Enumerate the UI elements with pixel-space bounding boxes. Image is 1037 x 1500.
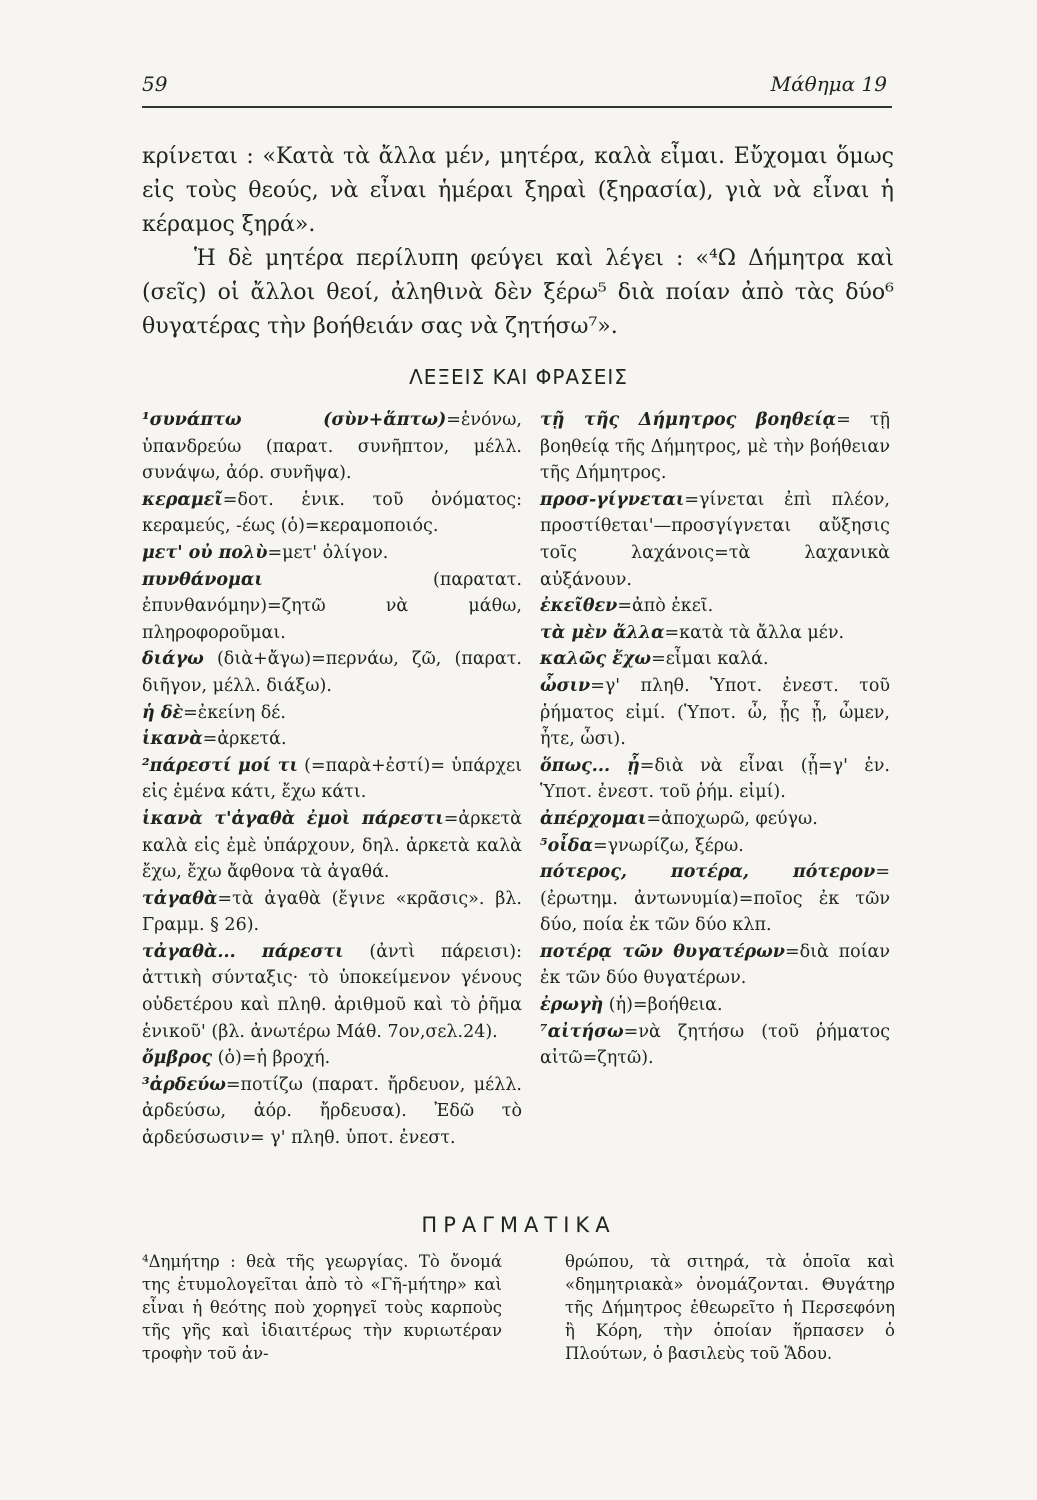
glossary-term: κεραμεῖ [142,489,223,510]
glossary-definition: =ἀποχωρῶ, φεύγω. [646,808,818,829]
glossary-entry [142,487,522,540]
glossary-entry [142,753,522,806]
glossary-entry [540,487,890,593]
glossary-right-column [540,407,890,1072]
glossary-definition: =ποτίζω (παρατ. ἤρδευον, μέλλ. ἀρδεύσω, ἀόρ. ἤρδευσα). Ἐδῶ τὸ ἀρδεύσωσιν= γ' πληθ. ὑποτ. ἐνεστ. [142,1074,522,1149]
glossary-term: διάγω [142,649,204,670]
glossary-definition: =γ' πληθ. Ὑποτ. ἐνεστ. τοῦ ῥήματος εἰμί. (Ὑποτ. ὦ, ᾖς ᾖ, ὦμεν, ἦτε, ὦσι). [540,675,890,750]
glossary-term: προσ-γίγνεται [540,489,685,510]
glossary-entry [142,700,522,727]
glossary-term: καλῶς ἔχω [540,649,652,670]
glossary-definition: (παρατατ. ἐπυνθανόμην)=ζητῶ νὰ μάθω, πληροφοροῦμαι. [142,569,522,643]
glossary-entry [142,1045,522,1072]
pragmatika-right: θρώπου, τὰ σιτηρά, τὰ ὁποῖα καὶ «δημητριακὰ» ὀνομάζονται. Θυγάτηρ τῆς Δήμητρος ἐθεωρεῖτο ἡ Περσεφόνη ἢ Κόρη, τὴν ὁποίαν ἥρπασεν ὁ Πλούτων, ὁ βασιλεὺς τοῦ Ἅδου. [565,1252,895,1363]
glossary-entry [540,939,890,992]
glossary-entry [142,886,522,939]
glossary-term: ⁷αἰτήσω [540,1021,624,1042]
glossary-entry [540,806,890,833]
glossary-entry [540,992,890,1019]
intro-paragraph-1: κρίνεται : «Κατὰ τὰ ἄλλα μέν, μητέρα, καλὰ εἶμαι. Εὔχομαι ὅμως εἰς τοὺς θεούς, νὰ εἶναι ἡμέραι ξηραὶ (ξηρασία), γιὰ νὰ εἶναι ἡ κέραμος ξηρά». [142,144,894,237]
glossary-term: τἀγαθὰ [142,888,218,909]
glossary-definition: (ἡ)=βοήθεια. [603,995,723,1016]
glossary-definition: =ἀρκετὰ καλὰ εἰς ἐμὲ ὑπάρχουν, δηλ. ἀρκετὰ καλὰ ἔχω, ἔχω ἄφθονα τὰ ἀγαθά. [142,808,522,883]
glossary-term: τῇ τῆς Δήμητρος βοηθείᾳ [540,410,837,430]
glossary-definition: =διὰ νὰ εἶναι (ᾖ=γ' ἑν. Ὑποτ. ἐνεστ. τοῦ ῥήμ. εἰμί). [540,755,890,803]
glossary-entry [142,726,522,753]
glossary-definition: (ἀντὶ πάρεισι): ἀττικὴ σύνταξις· τὸ ὑποκείμενον γένους οὐδετέρου καὶ πληθ. ἀριθμοῦ καὶ τὸ ῥῆμα ἑνικοῦ' (βλ. ἀνωτέρω Μάθ. 7ον,σελ.24). [142,941,522,1042]
glossary-term: ὄμβρος [142,1048,213,1069]
glossary-entry [142,1072,522,1152]
glossary-entry [540,593,890,620]
glossary-entry [540,1019,890,1072]
glossary-term: ἱκανὰ [142,729,203,750]
glossary-definition: =νὰ ζητήσω (τοῦ ῥήματος αἰτῶ=ζητῶ). [540,1021,890,1069]
glossary-definition: =κατὰ τὰ ἄλλα μέν. [664,622,845,643]
glossary-term: ¹συνάπτω (σὺν+ἅπτω) [142,410,447,430]
intro-text [142,140,894,344]
glossary-entry [540,753,890,806]
glossary-entry [540,833,890,860]
intro-paragraph-2: Ἡ δὲ μητέρα περίλυπη φεύγει καὶ λέγει : «⁴Ω Δήμητρα καὶ (σεῖς) οἱ ἄλλοι θεοί, ἀληθινὰ δὲν ξέρω⁵ διὰ ποίαν ἀπὸ τὰς δύο⁶ θυγατέρας τὴν βοήθειάν σας νὰ ζητήσω⁷». [142,246,894,339]
glossary-definition: =εἶμαι καλά. [651,649,769,670]
glossary-definition: =δοτ. ἑνικ. τοῦ ὀνόματος: κεραμεύς, -έως (ὁ)=κεραμοποιός. [142,489,522,537]
glossary-definition: =μετ' ὀλίγον. [267,542,389,563]
header-rule [142,106,892,108]
glossary-term: μετ' οὐ πολὺ [142,542,268,563]
glossary-definition: =γνωρίζω, ξέρω. [592,835,744,856]
glossary-term: ἱκανὰ τ'ἀγαθὰ ἐμοὶ πάρεστι [142,808,444,829]
glossary-term: πότερος, ποτέρα, πότερον [540,862,876,883]
glossary-entry [142,646,522,699]
glossary-definition: =ἑνόνω, ὑπανδρεύω (παρατ. συνῆπτον, μέλλ. συνάψω, ἀόρ. συνῆψα). [142,410,522,484]
glossary-entry [540,673,890,753]
page-number: 59 [142,72,168,96]
glossary-definition: (=παρὰ+ἐστί)= ὑπάρχει εἰς ἐμένα κάτι, ἔχω κάτι. [142,755,522,803]
glossary-term: ὦσιν [540,675,591,696]
glossary-entry [142,939,522,1045]
glossary-entry [540,620,890,647]
glossary-entry [540,646,890,673]
glossary-left-column [142,407,522,1152]
glossary-term: ποτέρᾳ τῶν θυγατέρων [540,941,785,962]
section-title-vocabulary: ΛΕΞΕΙΣ ΚΑΙ ΦΡΑΣΕΙΣ [409,365,628,389]
glossary-definition: =τὰ ἀγαθὰ (ἔγινε «κρᾶσις». βλ. Γραμμ. § 26). [142,888,522,936]
pragmatika-left: ⁴Δημήτηρ : θεὰ τῆς γεωργίας. Τὸ ὄνομά της ἐτυμολογεῖται ἀπὸ τὸ «Γῆ-μήτηρ» καὶ εἶναι ἡ θεότης ποὺ χορηγεῖ τοὺς καρποὺς τῆς γῆς καὶ ἰδιαιτέρως τὴν κυριωτέραν τροφὴν τοῦ ἀν- [142,1252,502,1363]
glossary-definition: =διὰ ποίαν ἐκ τῶν δύο θυγατέρων. [540,941,890,989]
glossary-term: ²πάρεστί μοί τι [142,755,298,776]
glossary-entry [540,859,890,939]
glossary-term: πυνθάνομαι [142,569,263,590]
glossary-term: ⁵οἶδα [540,835,593,856]
glossary-definition: =ἐκείνη δέ. [183,702,286,723]
glossary-entry [540,407,890,487]
glossary-definition: =ἀπὸ ἐκεῖ. [617,596,714,617]
glossary-term: τἀγαθὰ... πάρεστι [142,941,344,962]
section-title-pragmatika: ΠΡΑΓΜΑΤΙΚΑ [421,1213,616,1237]
glossary-term: ὅπως... ᾖ [540,755,640,776]
glossary-definition: =ἀρκετά. [202,729,287,750]
glossary-definition: = τῇ βοηθείᾳ τῆς Δήμητρος, μὲ τὴν βοήθειαν τῆς Δήμητρος. [540,410,890,484]
glossary-entry [142,540,522,567]
lesson-title: Μάθημα 19 [770,72,887,96]
glossary-term: τὰ μὲν ἄλλα [540,622,665,643]
glossary-term: ³ἀρδεύω [142,1074,226,1095]
glossary-definition: =(ἐρωτημ. ἀντωνυμία)=ποῖος ἐκ τῶν δύο, ποία ἐκ τῶν δύο κλπ. [540,862,890,936]
glossary-term: ἐκεῖθεν [540,596,618,617]
glossary-definition: =γίνεται ἐπὶ πλέον, προστίθεται'—προσγίγνεται αὔξησις τοῖς λαχάνοις=τὰ λαχανικὰ αὐξάνουν. [540,489,890,590]
glossary-term: ἐρωγὴ [540,995,604,1016]
glossary-entry [142,407,522,487]
glossary-term: ἀπέρχομαι [540,808,647,829]
glossary-entry [142,806,522,886]
glossary-entry [142,567,522,647]
glossary-definition: (διὰ+ἄγω)=περνάω, ζῶ, (παρατ. διῆγον, μέλλ. διάξω). [142,649,522,696]
glossary-term: ἡ δὲ [142,702,184,723]
glossary-definition: (ὁ)=ἡ βροχή. [212,1048,331,1069]
